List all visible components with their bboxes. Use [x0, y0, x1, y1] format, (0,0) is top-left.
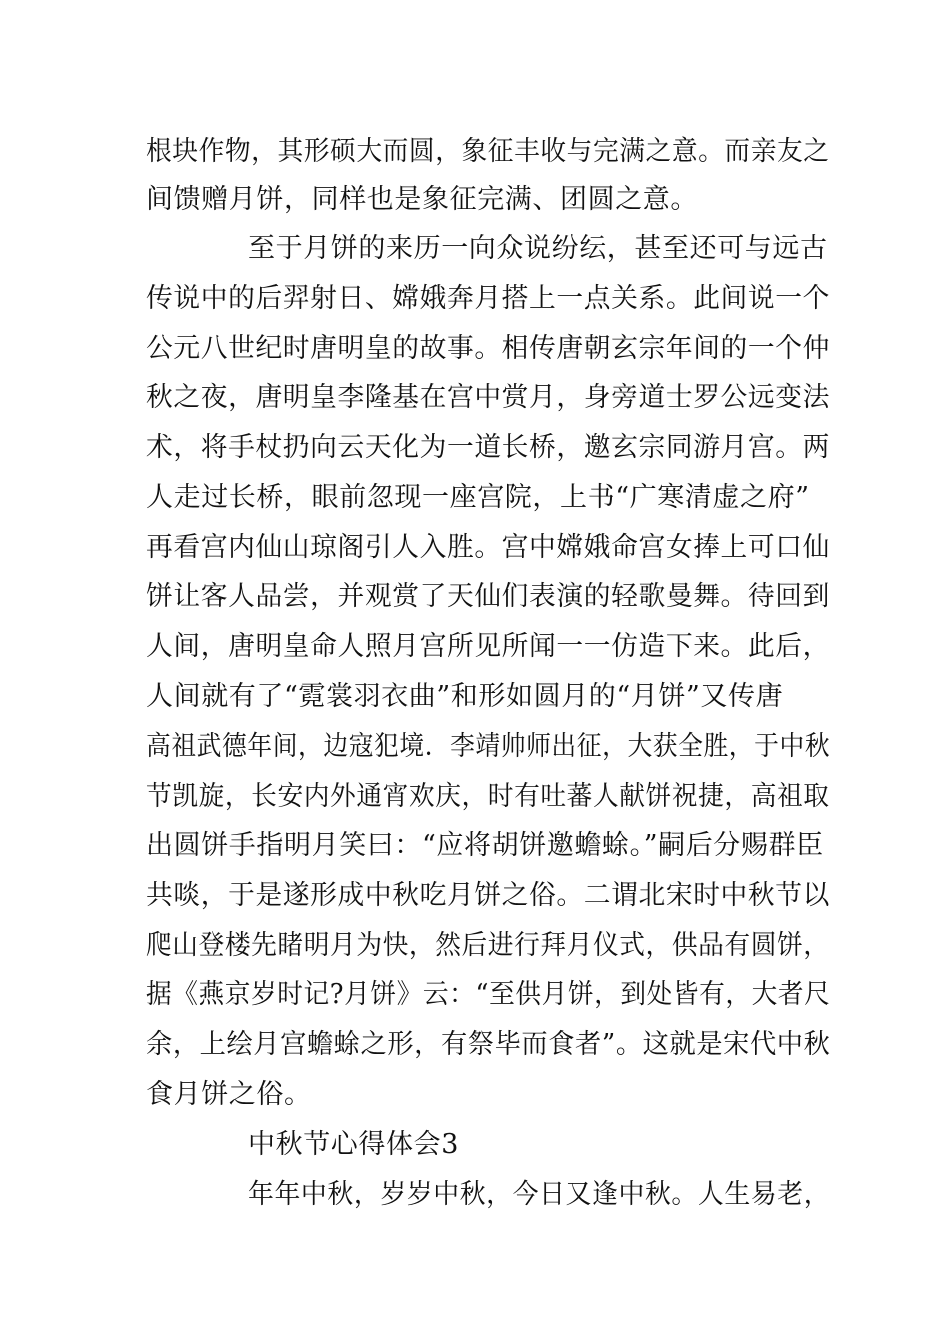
paragraph-first-line: 年年中秋，岁岁中秋，今日又逢中秋。人生易老， [248, 1179, 831, 1210]
text-line: 高祖武德年间，边寇犯境．李靖帅师出征，大获全胜，于中秋 [146, 731, 831, 762]
text-line: 人间就有了“霓裳羽衣曲”和形如圆月的“月饼”又传唐 [146, 681, 784, 712]
text-line: 爬山登楼先睹明月为快，然后进行拜月仪式，供品有圆饼， [146, 930, 830, 961]
text-line: 根块作物，其形硕大而圆，象征丰收与完满之意。而亲友之 [146, 136, 830, 167]
text-line: 传说中的后羿射日、嫦娥奔月搭上一点关系。此间说一个 [146, 283, 830, 314]
text-line: 饼让客人品尝，并观赏了天仙们表演的轻歌曼舞。待回到 [146, 581, 830, 612]
text-line: 间馈赠月饼，同样也是象征完满、团圆之意。 [146, 184, 698, 215]
text-line: 余，上绘月宫蟾蜍之形，有祭毕而食者”。这就是宋代中秋 [146, 1029, 831, 1060]
text-line: 公元八世纪时唐明皇的故事。相传唐朝玄宗年间的一个仲 [146, 333, 830, 364]
text-line: 据《燕京岁时记?月饼》云：“至供月饼，到处皆有，大者尺 [146, 979, 831, 1010]
paragraph-first-line: 至于月饼的来历一向众说纷纭，甚至还可与远古 [248, 233, 828, 264]
text-line: 出圆饼手指明月笑曰：“应将胡饼邀蟾蜍。”嗣后分赐群臣 [146, 830, 824, 861]
section-heading: 中秋节心得体会3 [248, 1129, 459, 1160]
text-line: 节凯旋，长安内外通宵欢庆，时有吐蕃人献饼祝捷，高祖取 [146, 781, 830, 812]
text-line: 术，将手杖扔向云天化为一道长桥，邀玄宗同游月宫。两 [146, 432, 830, 463]
text-line: 共啖，于是遂形成中秋吃月饼之俗。二谓北宋时中秋节以 [146, 880, 830, 911]
text-line: 再看宫内仙山琼阁引人入胜。宫中嫦娥命宫女捧上可口仙 [146, 532, 830, 563]
text-line: 食月饼之俗。 [146, 1079, 312, 1110]
text-line: 人间，唐明皇命人照月宫所见所闻一一仿造下来。此后， [146, 631, 830, 662]
text-line: 人走过长桥，眼前忽现一座宫院，上书“广寒清虚之府” [146, 482, 810, 513]
text-line: 秋之夜，唐明皇李隆基在宫中赏月，身旁道士罗公远变法 [146, 382, 830, 413]
